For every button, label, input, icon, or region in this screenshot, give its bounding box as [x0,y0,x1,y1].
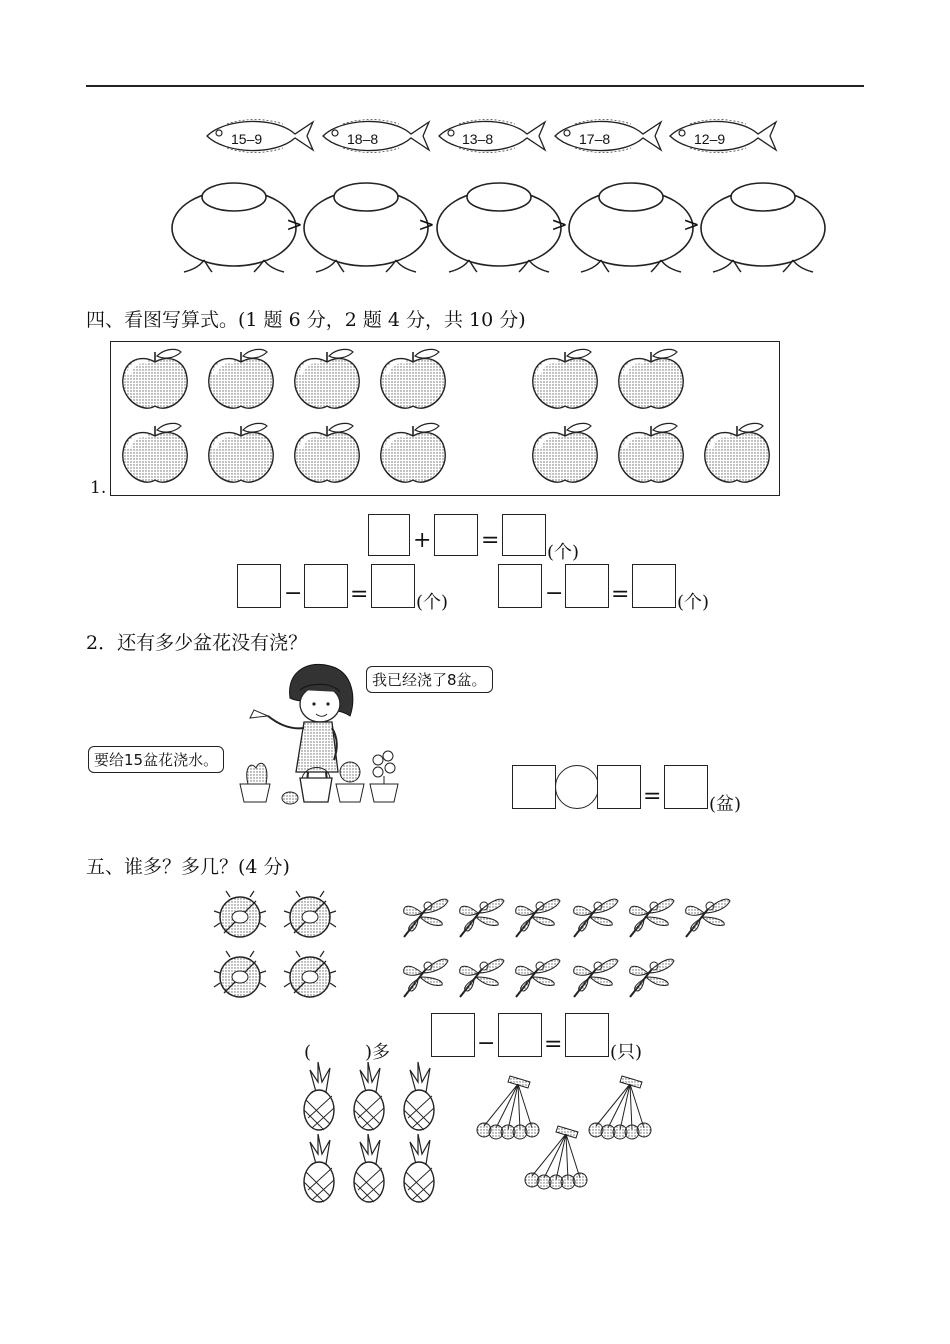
apple-icon [381,423,445,482]
unit-label: (盆) [709,794,742,815]
unit-label: (只) [610,1042,643,1063]
pineapple-icon [354,1062,384,1130]
greater-than-sign: > [551,212,568,236]
top-rule [86,85,864,87]
unit-label: (个) [547,542,580,563]
apple-icon [295,349,359,408]
dragonfly-icon [630,959,674,997]
speech-bubble: 要给15盆花浇水。 [88,746,224,773]
answer-box[interactable] [597,765,641,809]
dragonfly-icon [460,959,504,997]
fish-expression: 18–8 [347,131,379,147]
section4-heading: 四、看图写算式。(1 题 6 分，2 题 4 分，共 10 分) [86,309,526,331]
dragonfly-icon [404,959,448,997]
apple-icon [209,349,273,408]
fish-row [0,114,950,160]
answer-box[interactable] [498,1013,542,1057]
answer-box[interactable] [434,514,478,556]
speech-bubble: 我已经浇了8盆。 [366,666,493,693]
bugs-svg [0,885,950,1005]
pineapple-icon [404,1134,434,1202]
pot-answer-slot[interactable] [701,183,825,272]
minus-sign: − [477,1031,496,1056]
dragonfly-icon [686,899,730,937]
fish-expression: 15–9 [231,131,263,147]
apple-icon [123,423,187,482]
fruit-picture [0,1060,950,1210]
answer-box[interactable] [304,564,348,608]
pot-answer-slot[interactable] [172,183,296,272]
ladybug-icon [214,951,266,997]
apple-icon [295,423,359,482]
ladybug-icon [284,891,336,937]
section5-heading: 五、谁多？多几？(4 分) [86,856,290,878]
equals-sign: = [544,1032,563,1057]
answer-box[interactable] [512,765,556,809]
apple-icon [381,349,445,408]
equals-sign: = [611,582,630,607]
apple-icon [533,349,597,408]
pot-answer-slot[interactable] [437,183,561,272]
dragonfly-icon [574,899,618,937]
apple-icon [123,349,187,408]
minus-sign: − [545,581,564,606]
ladybug-icon [284,951,336,997]
greater-than-sign: > [418,212,435,236]
answer-box[interactable] [237,564,281,608]
cherries-icon [477,1076,539,1139]
pineapple-icon [404,1062,434,1130]
pot-svg [0,180,950,276]
question2-title: 2．还有多少盆花没有浇？ [86,632,308,654]
apple-icon [705,423,769,482]
pineapple-icon [304,1134,334,1202]
dragonfly-icon [516,959,560,997]
bugs-picture [0,885,950,1005]
greater-than-sign: > [286,212,303,236]
fish-expression: 17–8 [579,131,611,147]
answer-box[interactable] [502,514,546,556]
answer-box[interactable] [368,514,410,556]
operator-circle[interactable] [555,765,599,809]
apple-icon [209,423,273,482]
plus-sign: + [413,528,432,553]
answer-box[interactable] [664,765,708,809]
apple-icon [533,423,597,482]
compare-answer-blank[interactable]: ( )多 [304,1042,391,1063]
pot-answer-slot[interactable] [569,183,693,272]
pineapple-icon [354,1134,384,1202]
answer-box[interactable] [565,1013,609,1057]
apple-picture-frame [110,341,780,496]
equals-sign: = [643,784,662,809]
dragonfly-icon [516,899,560,937]
answer-box[interactable] [565,564,609,608]
dragonfly-icon [574,959,618,997]
fish-expression: 12–9 [694,131,726,147]
equals-sign: = [350,582,369,607]
minus-sign: − [284,581,303,606]
answer-box[interactable] [431,1013,475,1057]
pot-row [0,180,950,276]
apple-icon [619,349,683,408]
dragonfly-icon [630,899,674,937]
dragonfly-icon [460,899,504,937]
apple-icon [619,423,683,482]
question-number: 1. [90,478,107,498]
apples-svg [111,342,779,495]
greater-than-sign: > [683,212,700,236]
answer-box[interactable] [632,564,676,608]
cherries-icon [589,1076,651,1139]
answer-box[interactable] [371,564,415,608]
fish-expression: 13–8 [462,131,494,147]
pineapple-icon [304,1062,334,1130]
answer-box[interactable] [498,564,542,608]
dragonfly-icon [404,899,448,937]
unit-label: (个) [677,592,710,613]
ladybug-icon [214,891,266,937]
pot-answer-slot[interactable] [304,183,428,272]
fruit-svg [0,1060,950,1210]
equals-sign: = [481,528,500,553]
unit-label: (个) [416,592,449,613]
